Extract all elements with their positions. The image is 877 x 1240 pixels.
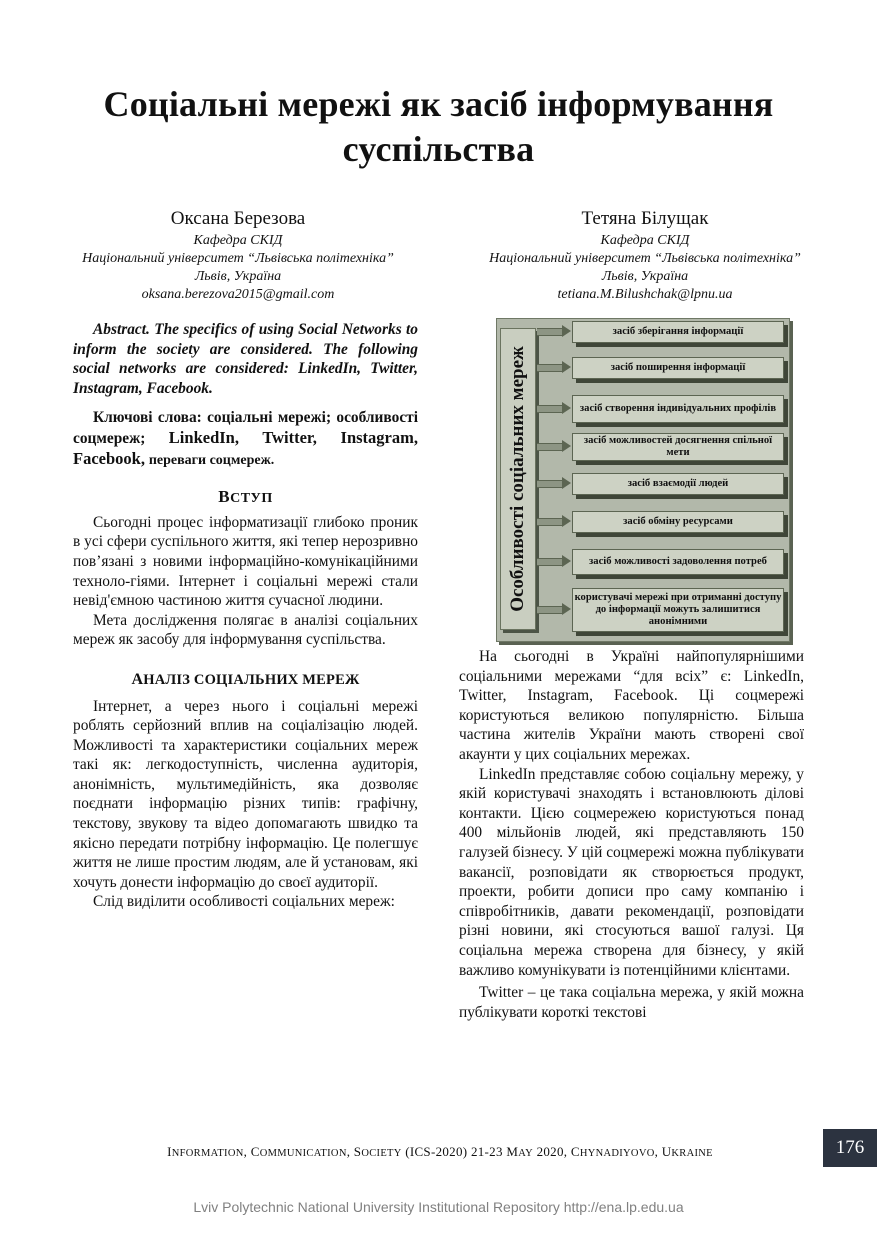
diagram-item: засіб зберігання інформації [572, 321, 784, 343]
diagram-item: засіб взаємодії людей [572, 473, 784, 495]
arrow-right-icon [537, 361, 571, 373]
analysis-paragraph: Інтернет, а через нього і соціальні мережі роблять серйозний вплив на соціалізацію людей. Можливості та характеристики соціальних мереж такі як: легкодоступність, численна аудиторія, анонімність, мультимедійність, яка дозволяє поєднати інформацію різних типів: графічну, текстову, звукову та відео допомагають швидко та якісно передати потрібну інформацію. Це полегшує життя не лише простим людям, але й установам, які хочуть донести інформацію до своєї аудиторії. [73, 697, 418, 891]
author-name: Оксана Березова [170, 208, 306, 229]
arrow-right-icon [537, 402, 571, 414]
author-email: oksana.berezova2015@gmail.com [141, 287, 335, 302]
analysis-paragraph: Слід виділити особливості соціальних мереж: [93, 893, 395, 911]
diagram-item: засіб можливостей досягнення спільної мети [572, 433, 784, 461]
author-1 [48, 207, 428, 304]
author-university: Національний університет “Львівська політехніка” [82, 251, 394, 266]
diagram-item: засіб поширення інформації [572, 357, 784, 379]
author-department: Кафедра СКІД [600, 233, 690, 248]
diagram-vertical-label: Особливості соціальних мереж [507, 346, 528, 612]
author-email: tetiana.M.Bilushchak@lpnu.ua [557, 287, 733, 302]
intro-paragraph: Сьогодні процес інформатизації глибоко проник в усі сфери суспільного життя, які тепер нерозривно пов’язані з новими інформаційно-комунікаційними техноло-гіями. Інтернет і соціальні мережі стали невід'ємною частиною життя сучасної людини. [73, 513, 418, 610]
arrow-right-icon [537, 515, 571, 527]
left-column [73, 320, 418, 912]
author-city: Львів, Україна [601, 269, 689, 284]
diagram-item: користувачі мережі при отриманні доступу до інформації можуть залишитися анонімними [572, 588, 784, 632]
keywords-networks: LinkedIn, Twitter, Instagram, Facebook, [73, 427, 418, 468]
author-university: Національний університет “Львівська політехніка” [489, 251, 801, 266]
arrow-right-icon [537, 477, 571, 489]
keywords-lead: Ключові слова: соціальні мережі; особливості соцмереж; [73, 409, 418, 447]
intro-paragraph: Мета дослідження полягає в аналізі соціальних мереж як засобу для інформування суспільства. [73, 611, 418, 649]
section-heading-intro: ВСТУП [218, 487, 273, 507]
arrow-right-icon [537, 325, 571, 337]
keywords-tail: переваги соцмереж. [148, 452, 275, 468]
page-number: 176 [823, 1129, 877, 1167]
right-column [459, 647, 804, 1022]
diagram-item: засіб можливості задоволення потреб [572, 549, 784, 575]
body-paragraph: LinkedIn представляє собою соціальну мережу, у якій користувачі знаходять і встановлюють ділові контакти. Цією соцмережею користуються понад 400 мільйонів людей, які представляють 150 галузей бізнесу. У цій соцмережі можна публікувати вакансії, розповідати як створюється продукт, проекти, робити дописи про саму компанію і співробітників, давати рекомендації, розповідати різні новини, які стосуються вашої галузі. Ця соціальна мережа створена для бізнесу, у якій важливо комунікувати із потенційними клієнтами. [459, 765, 804, 979]
paper-title: Соціальні мережі як засіб інформування суспільства [103, 84, 774, 169]
diagram-vertical-box [500, 328, 536, 630]
features-diagram [494, 316, 794, 644]
arrow-right-icon [537, 555, 571, 567]
arrow-right-icon [537, 603, 571, 615]
body-paragraph: На сьогодні в Україні найпопулярнішими соціальними мережами “для всіх” є: LinkedIn, Twitter, Instagram, Facebook. Ці соцмережі користуються великою популярністю. Більша частина жителів України мають створені свої акаунти у цих соціальних мережах. [459, 648, 804, 763]
author-department: Кафедра СКІД [193, 233, 283, 248]
body-paragraph: Twitter – це така соціальна мережа, у якій можна публікувати короткі текстові [459, 984, 804, 1021]
conference-footer: INFORMATION, COMMUNICATION, SOCIETY (ICS-2020) 21-23 MAY 2020, CHYNADIYOVO, UKRAINE [167, 1144, 713, 1159]
arrow-right-icon [537, 440, 571, 452]
section-heading-analysis: АНАЛІЗ СОЦІАЛЬНИХ МЕРЕЖ [131, 670, 360, 688]
keywords [73, 408, 418, 470]
author-2 [455, 207, 835, 304]
diagram-item: засіб створення індивідуальних профілів [572, 395, 784, 423]
author-name: Тетяна Білущак [581, 208, 709, 229]
abstract: Abstract. The specifics of using Social Networks to inform the society are considered. The following social networks are considered: LinkedIn, Twitter, Instagram, Facebook. [73, 321, 418, 397]
repository-watermark: Lviv Polytechnic National University Institutional Repository http://ena.lp.edu.ua [193, 1199, 684, 1215]
diagram-item: засіб обміну ресурсами [572, 511, 784, 533]
author-city: Львів, Україна [194, 269, 282, 284]
